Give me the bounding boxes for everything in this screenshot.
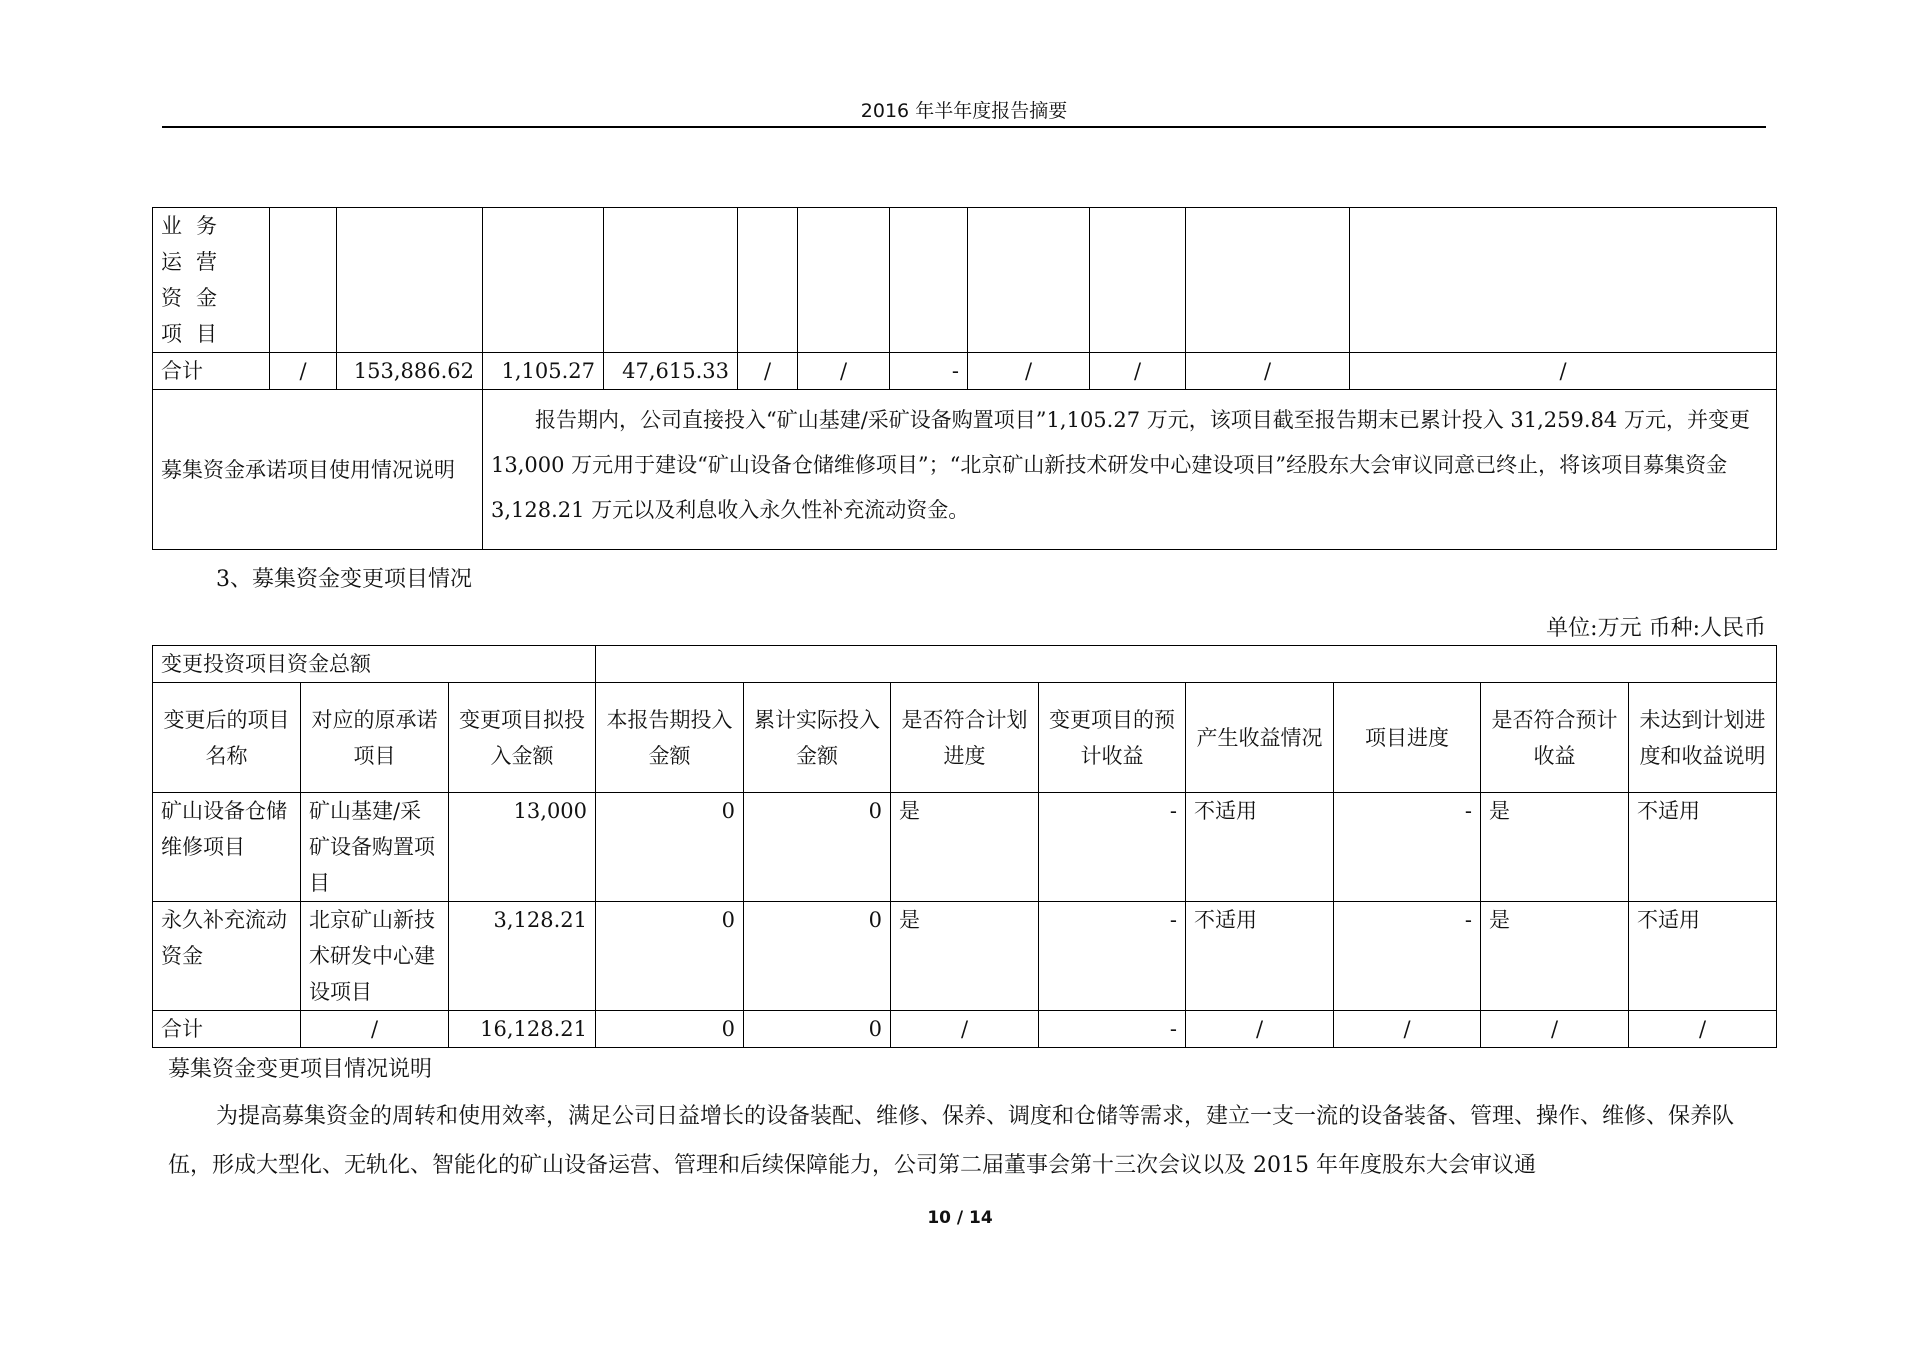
section-title: 3、募集资金变更项目情况 xyxy=(216,567,472,592)
column-header: 累计实际投入金额 xyxy=(744,683,891,793)
table-cell: 是 xyxy=(1481,902,1629,1011)
table-cell: 是 xyxy=(1481,793,1629,902)
table-cell: / xyxy=(1090,353,1186,390)
column-header: 产生收益情况 xyxy=(1186,683,1334,793)
page-header: 2016 年半年度报告摘要 xyxy=(860,100,1068,122)
column-header: 项目进度 xyxy=(1334,683,1481,793)
table-cell xyxy=(604,208,738,353)
note-label: 募集资金承诺项目使用情况说明 xyxy=(153,390,483,550)
table-cell: - xyxy=(1039,793,1186,902)
column-header: 未达到计划进度和收益说明 xyxy=(1629,683,1777,793)
unit-currency: 单位:万元 币种:人民币 xyxy=(1546,616,1766,641)
fund-usage-table xyxy=(152,207,1777,550)
column-header: 是否符合计划进度 xyxy=(891,683,1039,793)
column-header: 变更项目拟投入金额 xyxy=(449,683,596,793)
table-row xyxy=(153,353,1777,390)
table-cell xyxy=(270,208,337,353)
table-cell: 是 xyxy=(891,902,1039,1011)
table-cell: / xyxy=(1350,353,1777,390)
table-cell: 矿山设备仓储维修项目 xyxy=(153,793,301,902)
table-cell xyxy=(890,208,968,353)
table-cell: / xyxy=(1334,1011,1481,1048)
note-text: 报告期内，公司直接投入“矿山基建/采矿设备购置项目”1,105.27 万元，该项目截至报告期末已累计投入 31,259.84 万元，并变更 13,000 万元用于建设“矿山设备仓储维修项目”；“北京矿山新技术研发中心建设项目”经股东大会审议同意已终止，将该项目募集资金 3,128.21 万元以及利息收入永久性补充流动资金。 xyxy=(483,390,1777,550)
table-row xyxy=(153,390,1777,550)
table-cell: / xyxy=(738,353,798,390)
column-header: 是否符合预计收益 xyxy=(1481,683,1629,793)
table-cell: 0 xyxy=(744,793,891,902)
page-number: 10 / 14 xyxy=(927,1208,993,1228)
table-cell: / xyxy=(1481,1011,1629,1048)
table-row xyxy=(153,793,1777,902)
table-cell: 16,128.21 xyxy=(449,1011,596,1048)
header-row xyxy=(153,683,1777,793)
table-cell: 永久补充流动资金 xyxy=(153,902,301,1011)
table-cell xyxy=(1186,208,1350,353)
body-paragraph: 为提高募集资金的周转和使用效率，满足公司日益增长的设备装配、维修、保养、调度和仓储等需求，建立一支一流的设备装备、管理、操作、维修、保养队伍，形成大型化、无轨化、智能化的矿山设备运营、管理和后续保障能力，公司第二届董事会第十三次会议以及 2015 年年度股东大会审议通 xyxy=(168,1104,1735,1178)
table-cell: 北京矿山新技术研发中心建设项目 xyxy=(301,902,449,1011)
column-header: 对应的原承诺项目 xyxy=(301,683,449,793)
table-cell: - xyxy=(1039,902,1186,1011)
table-cell: 不适用 xyxy=(1629,902,1777,1011)
column-header: 变更项目的预计收益 xyxy=(1039,683,1186,793)
table-cell: 不适用 xyxy=(1186,793,1334,902)
table-row xyxy=(153,208,1777,353)
table-cell: 合计 xyxy=(153,1011,301,1048)
table-cell xyxy=(798,208,890,353)
fund-change-table xyxy=(152,645,1777,1048)
table-cell: / xyxy=(1629,1011,1777,1048)
table-row xyxy=(153,646,1777,683)
table-cell xyxy=(1350,208,1777,353)
table-cell: 矿山基建/采矿设备购置项目 xyxy=(301,793,449,902)
row-label: 合计 xyxy=(153,353,270,390)
table-cell: / xyxy=(798,353,890,390)
table-cell: 0 xyxy=(596,1011,744,1048)
table-cell: / xyxy=(1186,353,1350,390)
table-cell: / xyxy=(270,353,337,390)
change-note-title: 募集资金变更项目情况说明 xyxy=(168,1057,433,1082)
table-cell xyxy=(1090,208,1186,353)
table-cell: - xyxy=(890,353,968,390)
table-cell: 0 xyxy=(596,902,744,1011)
table-cell: 0 xyxy=(744,902,891,1011)
row-label: 业务运营资金项目 xyxy=(153,208,270,353)
table-cell: - xyxy=(1334,793,1481,902)
table-cell: / xyxy=(891,1011,1039,1048)
table-cell: - xyxy=(1039,1011,1186,1048)
table-cell: / xyxy=(1186,1011,1334,1048)
column-header: 本报告期投入金额 xyxy=(596,683,744,793)
table-cell: 47,615.33 xyxy=(604,353,738,390)
table-row xyxy=(153,902,1777,1011)
table-cell: 0 xyxy=(596,793,744,902)
table-cell: 13,000 xyxy=(449,793,596,902)
total-label: 变更投资项目资金总额 xyxy=(153,646,596,683)
table-cell: 不适用 xyxy=(1629,793,1777,902)
column-header: 变更后的项目名称 xyxy=(153,683,301,793)
table-cell: 是 xyxy=(891,793,1039,902)
table-cell: 153,886.62 xyxy=(337,353,483,390)
table-cell: / xyxy=(301,1011,449,1048)
table-cell: / xyxy=(968,353,1090,390)
table-cell: 1,105.27 xyxy=(483,353,604,390)
table-cell xyxy=(483,208,604,353)
table-cell xyxy=(596,646,1777,683)
table-cell: 不适用 xyxy=(1186,902,1334,1011)
table-cell: - xyxy=(1334,902,1481,1011)
table-cell: 3,128.21 xyxy=(449,902,596,1011)
table-cell xyxy=(337,208,483,353)
table-cell: 0 xyxy=(744,1011,891,1048)
table-row xyxy=(153,1011,1777,1048)
table-cell xyxy=(738,208,798,353)
header-rule xyxy=(162,126,1766,128)
table-cell xyxy=(968,208,1090,353)
